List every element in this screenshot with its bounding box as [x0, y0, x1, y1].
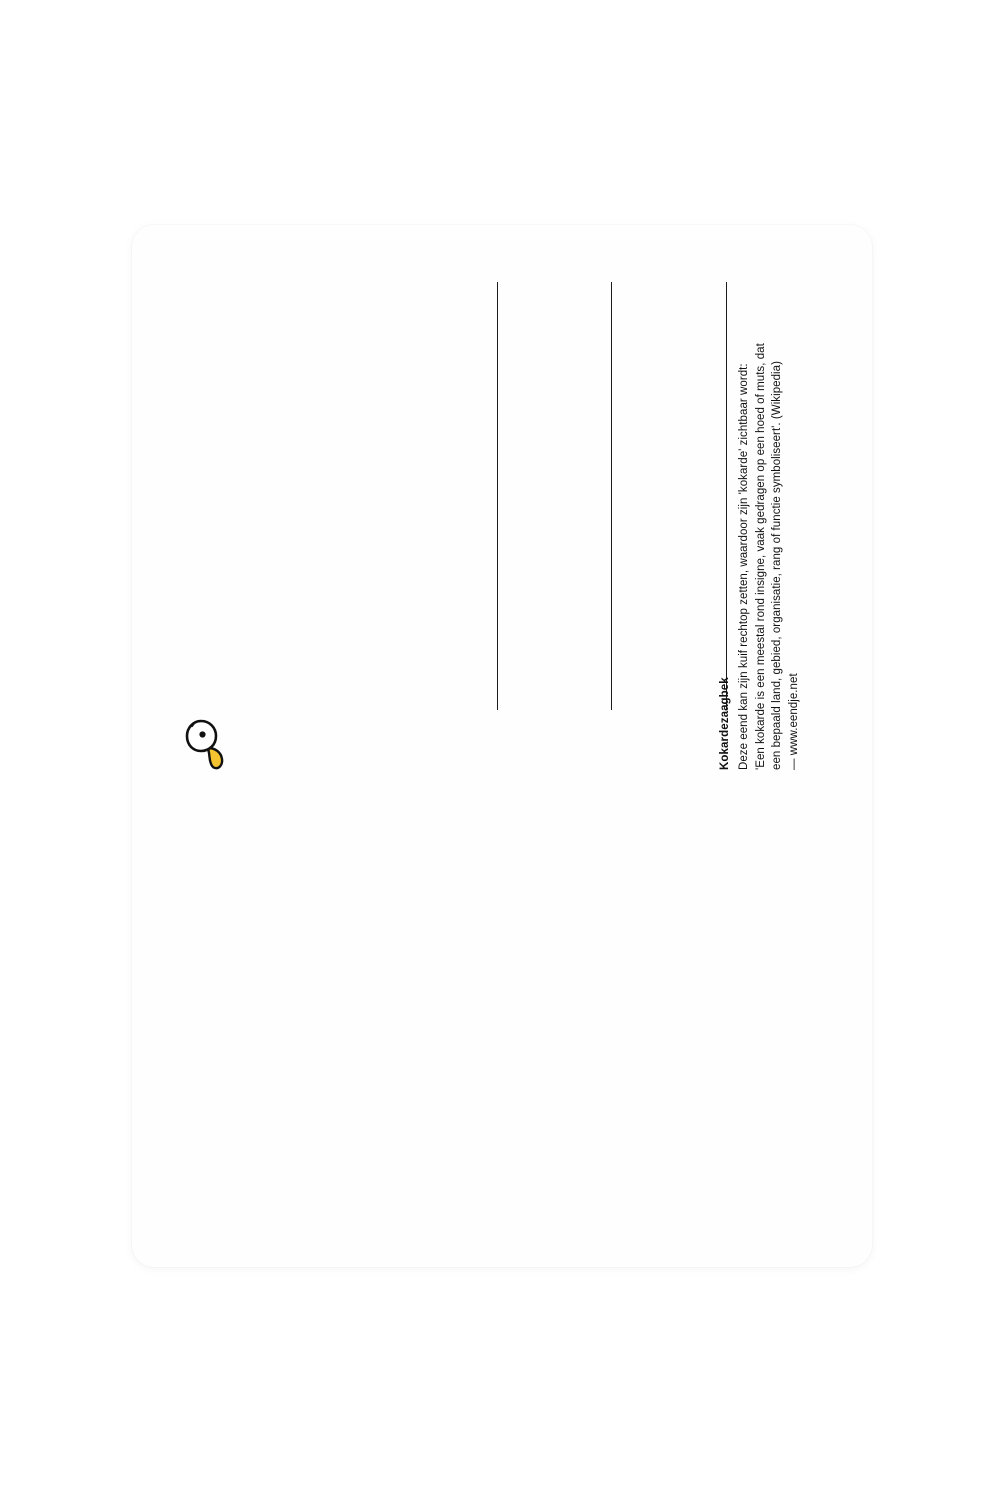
- caption-title: Kokardezaagbek: [719, 677, 731, 770]
- caption-block: [717, 310, 837, 770]
- caption-line-3: een bepaald land, gebied, organisatie, rang of functie symboliseert'. (Wikipedia): [771, 361, 784, 770]
- address-rule-line-2: [611, 282, 612, 710]
- caption-line-2: 'Een kokarde is een meestal rond insigne, vaak gedragen op een hoed of muts, dat: [754, 343, 767, 770]
- caption-line-1: Deze eend kan zijn kuif rechtop zetten, waardoor zijn 'kokarde' zichtbaar wordt:: [737, 363, 750, 770]
- caption-source: — www.eendje.net: [788, 673, 801, 770]
- postcard: [132, 225, 872, 1267]
- address-rule-line-1: [497, 282, 498, 710]
- duck-head-icon: [184, 717, 236, 777]
